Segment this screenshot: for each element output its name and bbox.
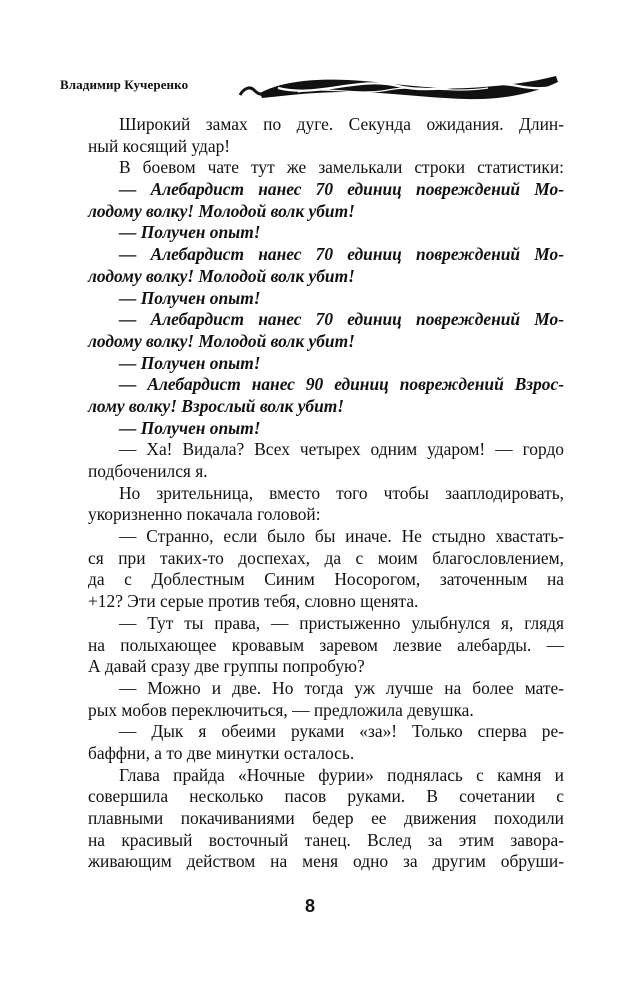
text-line: Но зрительница, вместо того чтобы зааплодировать, [119,482,564,503]
text-line: на полыхающее кровавым заревом лезвие алебарды. — [88,634,564,655]
text-line: В боевом чате тут же замелькали строки статистики: [119,157,564,178]
chat-line: лому волку! Взрослый волк убит! [88,395,345,416]
text-line: баффни, а то две минутки осталось. [88,742,355,763]
text-line: +12? Эти серые против тебя, словно щенята. [88,591,419,612]
text-line: — Тут ты права, — пристыженно улыбнулся я, глядя [119,612,564,633]
text-line: — Можно и две. Но тогда уж лучше на более мате- [119,677,564,698]
text-line: укоризненно покачала головой: [88,504,321,525]
text-line: рых мобов переключиться, — предложила девушка. [88,699,474,720]
chat-line: — Алебардист нанес 70 единиц повреждений Мо- [119,309,564,330]
author-name: Владимир Кучеренко [60,77,189,92]
text-line: — Странно, если было бы иначе. Не стыдно хвастать- [119,526,564,547]
text-line: подбоченился я. [88,461,208,481]
chat-line: лодому волку! Молодой волк убит! [88,330,355,351]
text-line: — Дык я обеими руками «за»! Только сперва ре- [119,721,564,742]
text-line: живающим действом на меня одно за другим обруши- [88,851,564,872]
chat-line: — Алебардист нанес 70 единиц повреждений Мо- [119,179,564,200]
text-line: А давай сразу две группы попробую? [88,656,365,677]
text-line: ный косящий удар! [88,135,231,156]
text-line: да с Доблестным Синим Носорогом, заточенным на [88,569,564,590]
chat-line: — Получен опыт! [119,352,261,373]
chat-line: — Получен опыт! [119,417,261,438]
brush-stroke-ornament-icon [238,68,560,108]
text-line: Широкий замах по дуге. Секунда ожидания. Длин- [119,114,564,134]
text-line: плавными покачиваниями бедер ее движения походили [88,808,564,828]
chat-line: лодому волку! Молодой волк убит! [88,265,355,286]
text-line: совершила несколько пасов руками. В сочетании с [88,786,564,807]
chat-line: — Получен опыт! [119,222,261,243]
chat-line: — Алебардист нанес 70 единиц повреждений Мо- [119,244,564,265]
page-number: 8 [304,896,315,916]
chat-line: лодому волку! Молодой волк убит! [88,200,355,221]
chat-line: — Получен опыт! [119,287,261,308]
text-line: на красивый восточный танец. Вслед за этим завора- [88,829,564,850]
text-line: — Ха! Видала? Всех четырех одним ударом! — гордо [119,439,564,460]
page-body [88,114,564,873]
text-line: ся при таких-то доспехах, да с моим благословлением, [88,547,564,568]
chat-line: — Алебардист нанес 90 единиц повреждений Взрос- [119,374,564,395]
running-header [60,68,560,108]
text-line: Глава прайда «Ночные фурии» поднялась с камня и [119,764,564,785]
